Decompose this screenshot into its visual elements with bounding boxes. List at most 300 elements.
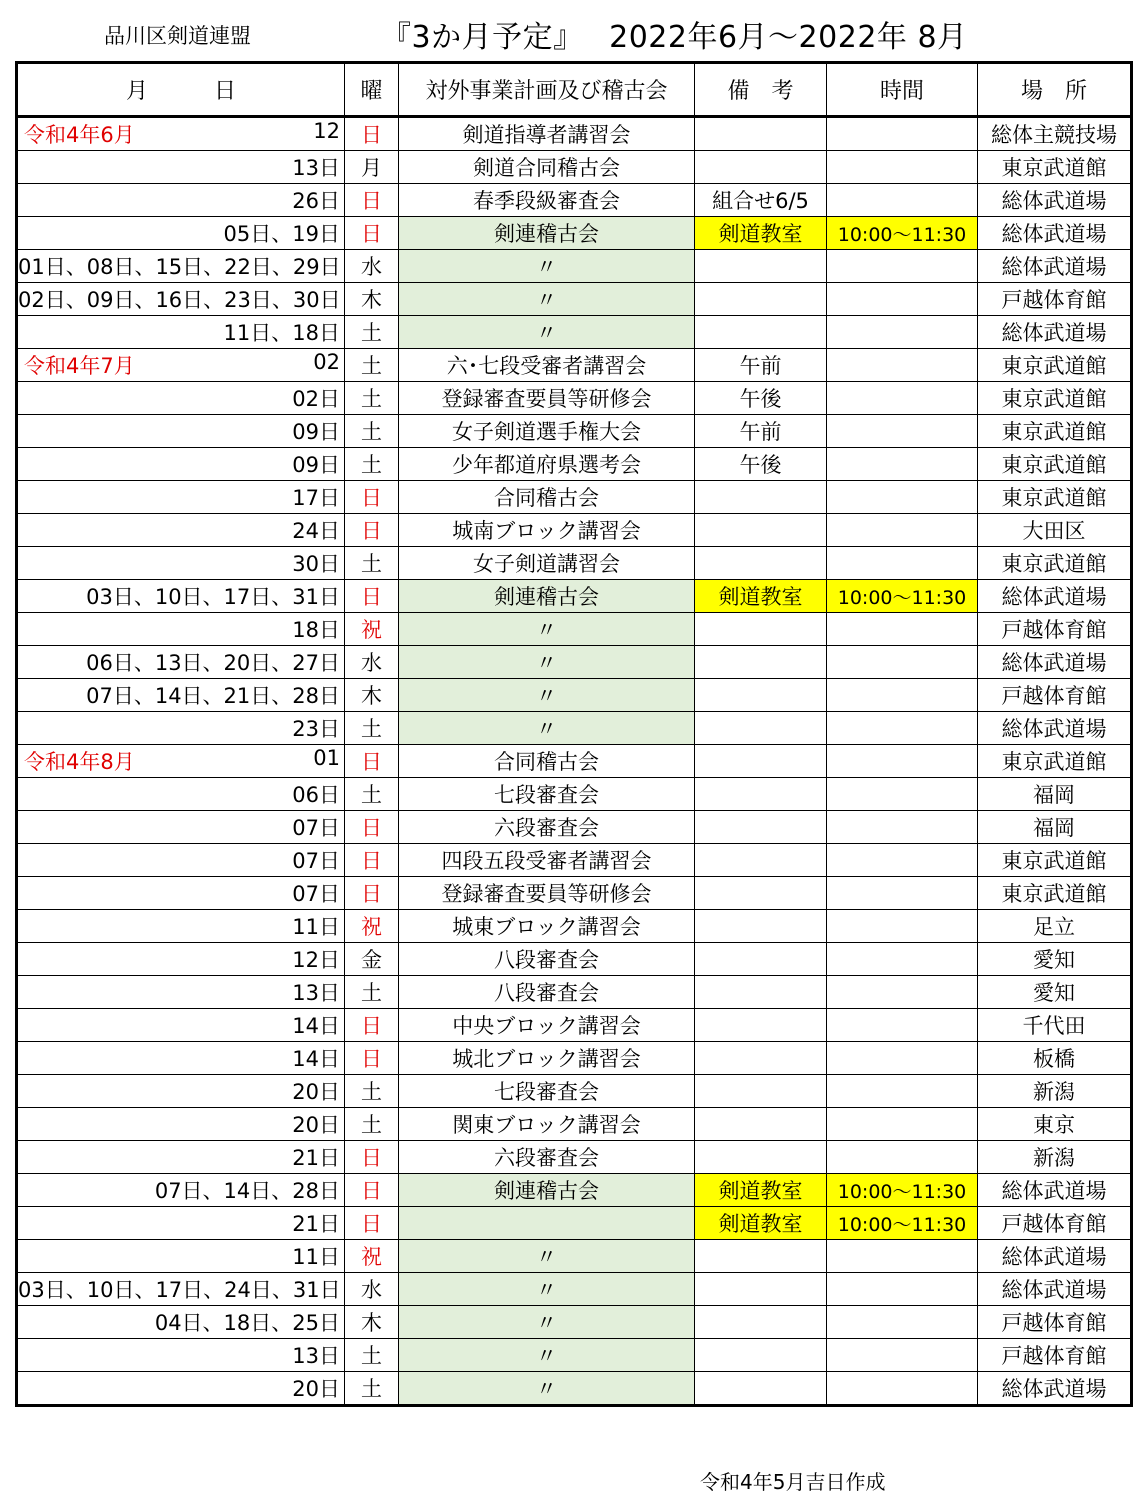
note-cell: 組合せ6/5 — [695, 184, 827, 217]
table-row — [17, 217, 1132, 250]
event-cell: 登録審査要員等研修会 — [399, 382, 695, 415]
place-cell: 福岡 — [978, 811, 1132, 844]
event-cell: 〃 — [399, 646, 695, 679]
date-cell — [17, 745, 345, 778]
table-row — [17, 1240, 1132, 1273]
time-cell — [827, 877, 978, 910]
date-cell — [17, 349, 345, 382]
note-cell — [695, 316, 827, 349]
time-cell — [827, 1273, 978, 1306]
place-cell: 東京武道館 — [978, 382, 1132, 415]
time-cell — [827, 151, 978, 184]
event-cell: 八段審査会 — [399, 943, 695, 976]
weekday-cell: 日 — [345, 217, 399, 250]
table-row — [17, 943, 1132, 976]
note-cell: 剣道教室 — [695, 1174, 827, 1207]
date-cell — [17, 613, 345, 646]
place-cell: 総体武道場 — [978, 217, 1132, 250]
place-cell: 東京武道館 — [978, 448, 1132, 481]
place-cell: 千代田 — [978, 1009, 1132, 1042]
place-cell: 総体武道場 — [978, 712, 1132, 745]
date-cell — [17, 514, 345, 547]
note-cell — [695, 679, 827, 712]
date-value: 11日 — [292, 1245, 340, 1269]
event-cell: 中央ブロック講習会 — [399, 1009, 695, 1042]
time-cell — [827, 382, 978, 415]
date-cell — [17, 547, 345, 580]
date-cell — [17, 1042, 345, 1075]
place-cell: 大田区 — [978, 514, 1132, 547]
date-value: 14日 — [292, 1047, 340, 1071]
event-cell: 女子剣道選手権大会 — [399, 415, 695, 448]
note-cell: 剣道教室 — [695, 217, 827, 250]
weekday-cell: 木 — [345, 283, 399, 316]
place-cell: 総体主競技場 — [978, 117, 1132, 151]
place-cell: 愛知 — [978, 976, 1132, 1009]
table-row — [17, 1075, 1132, 1108]
weekday-cell: 土 — [345, 1372, 399, 1406]
date-cell — [17, 217, 345, 250]
place-cell: 総体武道場 — [978, 1273, 1132, 1306]
time-cell — [827, 184, 978, 217]
date-cell — [17, 1174, 345, 1207]
place-cell: 総体武道場 — [978, 1174, 1132, 1207]
note-cell — [695, 976, 827, 1009]
date-cell — [17, 151, 345, 184]
table-row — [17, 679, 1132, 712]
place-cell: 東京武道館 — [978, 745, 1132, 778]
schedule-table — [15, 61, 1133, 1407]
time-cell — [827, 811, 978, 844]
time-cell: 10:00～11:30 — [827, 580, 978, 613]
note-cell — [695, 745, 827, 778]
time-cell — [827, 1306, 978, 1339]
place-cell: 戸越体育館 — [978, 679, 1132, 712]
time-cell: 10:00～11:30 — [827, 1174, 978, 1207]
date-value: 12日 — [292, 948, 340, 972]
date-value: 06日 — [292, 783, 340, 807]
event-cell: 合同稽古会 — [399, 481, 695, 514]
note-cell — [695, 1009, 827, 1042]
note-cell — [695, 547, 827, 580]
date-cell — [17, 646, 345, 679]
time-cell — [827, 712, 978, 745]
place-cell: 総体武道場 — [978, 316, 1132, 349]
weekday-cell: 日 — [345, 481, 399, 514]
date-value: 07日 — [292, 882, 340, 906]
note-cell — [695, 1339, 827, 1372]
table-row — [17, 1141, 1132, 1174]
date-cell — [17, 844, 345, 877]
column-header-event: 対外事業計画及び稽古会 — [399, 63, 695, 117]
place-cell: 東京武道館 — [978, 151, 1132, 184]
date-value: 13日 — [292, 981, 340, 1005]
month-label: 令和4年8月 — [24, 750, 135, 774]
weekday-cell: 日 — [345, 514, 399, 547]
event-cell: 八段審査会 — [399, 976, 695, 1009]
date-value: 17日 — [292, 486, 340, 510]
date-value: 07日、14日、28日 — [154, 1179, 340, 1203]
column-header-date: 月 日 — [17, 63, 345, 117]
time-cell — [827, 448, 978, 481]
note-cell — [695, 250, 827, 283]
weekday-cell: 祝 — [345, 910, 399, 943]
date-value: 26日 — [292, 189, 340, 213]
weekday-cell: 日 — [345, 580, 399, 613]
note-cell — [695, 646, 827, 679]
date-value: 21日 — [292, 1146, 340, 1170]
date-value: 03日、10日、17日、31日 — [86, 585, 340, 609]
table-row — [17, 1306, 1132, 1339]
time-cell — [827, 117, 978, 151]
weekday-cell: 木 — [345, 1306, 399, 1339]
date-value: 24日 — [292, 519, 340, 543]
weekday-cell: 土 — [345, 547, 399, 580]
date-value: 01 — [313, 746, 340, 770]
date-value: 18日 — [292, 618, 340, 642]
date-cell — [17, 1240, 345, 1273]
table-row — [17, 382, 1132, 415]
note-cell: 午後 — [695, 448, 827, 481]
place-cell: 東京武道館 — [978, 349, 1132, 382]
event-cell: 七段審査会 — [399, 778, 695, 811]
event-cell: 春季段級審査会 — [399, 184, 695, 217]
table-row — [17, 811, 1132, 844]
date-value: 13日 — [292, 156, 340, 180]
date-cell — [17, 1372, 345, 1406]
date-value: 02 — [313, 350, 340, 374]
note-cell — [695, 283, 827, 316]
date-value: 23日 — [292, 717, 340, 741]
table-row — [17, 910, 1132, 943]
document-title: 『3か月予定』 2022年6月～2022年 8月 — [381, 20, 968, 55]
table-row — [17, 250, 1132, 283]
weekday-cell: 月 — [345, 151, 399, 184]
place-cell: 総体武道場 — [978, 250, 1132, 283]
time-cell — [827, 976, 978, 1009]
date-value: 13日 — [292, 1344, 340, 1368]
table-row — [17, 481, 1132, 514]
weekday-cell: 日 — [345, 184, 399, 217]
place-cell: 東京武道館 — [978, 547, 1132, 580]
table-row — [17, 283, 1132, 316]
time-cell — [827, 910, 978, 943]
table-row — [17, 184, 1132, 217]
note-cell — [695, 151, 827, 184]
event-cell: 剣道合同稽古会 — [399, 151, 695, 184]
date-cell — [17, 877, 345, 910]
table-row — [17, 976, 1132, 1009]
date-value: 11日 — [292, 915, 340, 939]
date-cell — [17, 382, 345, 415]
table-row — [17, 1042, 1132, 1075]
date-value: 30日 — [292, 552, 340, 576]
table-row — [17, 514, 1132, 547]
table-row — [17, 151, 1132, 184]
weekday-cell: 日 — [345, 1009, 399, 1042]
date-cell — [17, 976, 345, 1009]
event-cell: 六段審査会 — [399, 811, 695, 844]
place-cell: 足立 — [978, 910, 1132, 943]
date-value: 05日、19日 — [223, 222, 340, 246]
event-cell: 関東ブロック講習会 — [399, 1108, 695, 1141]
note-cell — [695, 117, 827, 151]
date-cell — [17, 1207, 345, 1240]
weekday-cell: 木 — [345, 679, 399, 712]
date-value: 12 — [313, 119, 340, 143]
place-cell: 新潟 — [978, 1141, 1132, 1174]
weekday-cell: 土 — [345, 1108, 399, 1141]
organization-name: 品川区剣道連盟 — [104, 24, 251, 48]
date-cell — [17, 778, 345, 811]
table-row — [17, 844, 1132, 877]
date-cell — [17, 943, 345, 976]
note-cell — [695, 514, 827, 547]
weekday-cell: 日 — [345, 117, 399, 151]
note-cell: 午後 — [695, 382, 827, 415]
date-cell — [17, 1273, 345, 1306]
time-cell — [827, 1075, 978, 1108]
header-row — [17, 63, 1132, 117]
table-row — [17, 745, 1132, 778]
place-cell: 戸越体育館 — [978, 1207, 1132, 1240]
place-cell: 総体武道場 — [978, 646, 1132, 679]
column-header-place: 場 所 — [978, 63, 1132, 117]
table-row — [17, 448, 1132, 481]
note-cell: 午前 — [695, 415, 827, 448]
event-cell: 〃 — [399, 1372, 695, 1406]
weekday-cell: 日 — [345, 811, 399, 844]
time-cell — [827, 844, 978, 877]
time-cell — [827, 1240, 978, 1273]
date-value: 02日 — [292, 387, 340, 411]
date-cell — [17, 117, 345, 151]
weekday-cell: 土 — [345, 1339, 399, 1372]
date-value: 20日 — [292, 1113, 340, 1137]
time-cell — [827, 1042, 978, 1075]
place-cell: 戸越体育館 — [978, 1306, 1132, 1339]
note-cell — [695, 613, 827, 646]
time-cell: 10:00～11:30 — [827, 217, 978, 250]
event-cell: 剣連稽古会 — [399, 580, 695, 613]
date-cell — [17, 1009, 345, 1042]
date-value: 14日 — [292, 1014, 340, 1038]
date-value: 21日 — [292, 1212, 340, 1236]
date-cell — [17, 910, 345, 943]
weekday-cell: 日 — [345, 844, 399, 877]
date-cell — [17, 712, 345, 745]
date-cell — [17, 580, 345, 613]
weekday-cell: 日 — [345, 745, 399, 778]
date-cell — [17, 415, 345, 448]
event-cell — [399, 1207, 695, 1240]
place-cell: 総体武道場 — [978, 1240, 1132, 1273]
weekday-cell: 祝 — [345, 1240, 399, 1273]
date-cell — [17, 679, 345, 712]
date-value: 09日 — [292, 453, 340, 477]
date-cell — [17, 1141, 345, 1174]
weekday-cell: 祝 — [345, 613, 399, 646]
table-row — [17, 117, 1132, 151]
weekday-cell: 金 — [345, 943, 399, 976]
note-cell — [695, 1141, 827, 1174]
table-row — [17, 1372, 1132, 1406]
time-cell — [827, 1372, 978, 1406]
note-cell — [695, 811, 827, 844]
note-cell — [695, 1108, 827, 1141]
note-cell: 剣道教室 — [695, 580, 827, 613]
event-cell: 〃 — [399, 316, 695, 349]
note-cell — [695, 712, 827, 745]
table-row — [17, 316, 1132, 349]
time-cell — [827, 514, 978, 547]
date-cell — [17, 283, 345, 316]
note-cell — [695, 1042, 827, 1075]
time-cell — [827, 283, 978, 316]
event-cell: 〃 — [399, 1306, 695, 1339]
date-cell — [17, 481, 345, 514]
time-cell — [827, 646, 978, 679]
weekday-cell: 日 — [345, 1207, 399, 1240]
date-cell — [17, 811, 345, 844]
time-cell — [827, 316, 978, 349]
table-row — [17, 415, 1132, 448]
note-cell: 午前 — [695, 349, 827, 382]
place-cell: 総体武道場 — [978, 1372, 1132, 1406]
event-cell: 剣道指導者講習会 — [399, 117, 695, 151]
date-cell — [17, 1306, 345, 1339]
event-cell: 六･七段受審者講習会 — [399, 349, 695, 382]
table-row — [17, 646, 1132, 679]
date-cell — [17, 1108, 345, 1141]
place-cell: 戸越体育館 — [978, 613, 1132, 646]
weekday-cell: 土 — [345, 976, 399, 1009]
event-cell: 剣連稽古会 — [399, 1174, 695, 1207]
event-cell: 〃 — [399, 679, 695, 712]
table-row — [17, 1009, 1132, 1042]
date-value: 09日 — [292, 420, 340, 444]
event-cell: 六段審査会 — [399, 1141, 695, 1174]
time-cell — [827, 679, 978, 712]
event-cell: 女子剣道講習会 — [399, 547, 695, 580]
column-header-time: 時間 — [827, 63, 978, 117]
table-row — [17, 712, 1132, 745]
table-row — [17, 1174, 1132, 1207]
time-cell — [827, 415, 978, 448]
month-label: 令和4年7月 — [24, 354, 135, 378]
note-cell — [695, 1273, 827, 1306]
column-header-note: 備 考 — [695, 63, 827, 117]
table-row — [17, 1273, 1132, 1306]
time-cell — [827, 745, 978, 778]
weekday-cell: 日 — [345, 1042, 399, 1075]
date-value: 11日、18日 — [223, 321, 340, 345]
weekday-cell: 土 — [345, 712, 399, 745]
created-date: 令和4年5月吉日作成 — [700, 1470, 886, 1494]
time-cell — [827, 481, 978, 514]
date-cell — [17, 250, 345, 283]
column-header-weekday: 曜 — [345, 63, 399, 117]
note-cell — [695, 910, 827, 943]
note-cell — [695, 1372, 827, 1406]
note-cell — [695, 877, 827, 910]
weekday-cell: 土 — [345, 448, 399, 481]
place-cell: 総体武道場 — [978, 184, 1132, 217]
time-cell — [827, 1141, 978, 1174]
event-cell: 城南ブロック講習会 — [399, 514, 695, 547]
place-cell: 総体武道場 — [978, 580, 1132, 613]
event-cell: 合同稽古会 — [399, 745, 695, 778]
month-label: 令和4年6月 — [24, 123, 135, 147]
weekday-cell: 土 — [345, 382, 399, 415]
event-cell: 〃 — [399, 1273, 695, 1306]
place-cell: 東京 — [978, 1108, 1132, 1141]
weekday-cell: 水 — [345, 250, 399, 283]
weekday-cell: 土 — [345, 778, 399, 811]
place-cell: 新潟 — [978, 1075, 1132, 1108]
weekday-cell: 土 — [345, 349, 399, 382]
event-cell: 〃 — [399, 1240, 695, 1273]
date-value: 02日、09日、16日、23日、30日 — [18, 288, 341, 312]
date-value: 03日、10日、17日、24日、31日 — [18, 1278, 341, 1302]
weekday-cell: 日 — [345, 1141, 399, 1174]
date-cell — [17, 448, 345, 481]
note-cell — [695, 943, 827, 976]
table-row — [17, 1207, 1132, 1240]
table-row — [17, 349, 1132, 382]
event-cell: 〃 — [399, 250, 695, 283]
note-cell — [695, 1306, 827, 1339]
table-row — [17, 547, 1132, 580]
place-cell: 福岡 — [978, 778, 1132, 811]
event-cell: 〃 — [399, 1339, 695, 1372]
event-cell: 四段五段受審者講習会 — [399, 844, 695, 877]
date-value: 20日 — [292, 1377, 340, 1401]
place-cell: 戸越体育館 — [978, 283, 1132, 316]
event-cell: 少年都道府県選考会 — [399, 448, 695, 481]
time-cell — [827, 547, 978, 580]
note-cell — [695, 1075, 827, 1108]
date-value: 07日、14日、21日、28日 — [86, 684, 340, 708]
time-cell — [827, 349, 978, 382]
time-cell — [827, 943, 978, 976]
note-cell — [695, 481, 827, 514]
time-cell — [827, 1108, 978, 1141]
date-value: 06日、13日、20日、27日 — [86, 651, 340, 675]
date-value: 07日 — [292, 816, 340, 840]
event-cell: 登録審査要員等研修会 — [399, 877, 695, 910]
place-cell: 板橋 — [978, 1042, 1132, 1075]
place-cell: 戸越体育館 — [978, 1339, 1132, 1372]
weekday-cell: 土 — [345, 415, 399, 448]
weekday-cell: 水 — [345, 646, 399, 679]
place-cell: 愛知 — [978, 943, 1132, 976]
date-value: 07日 — [292, 849, 340, 873]
date-value: 04日、18日、25日 — [154, 1311, 340, 1335]
note-cell — [695, 1240, 827, 1273]
event-cell: 剣連稽古会 — [399, 217, 695, 250]
event-cell: 〃 — [399, 283, 695, 316]
time-cell: 10:00～11:30 — [827, 1207, 978, 1240]
date-value: 20日 — [292, 1080, 340, 1104]
weekday-cell: 水 — [345, 1273, 399, 1306]
table-row — [17, 877, 1132, 910]
date-cell — [17, 1075, 345, 1108]
note-cell: 剣道教室 — [695, 1207, 827, 1240]
table-row — [17, 613, 1132, 646]
time-cell — [827, 250, 978, 283]
time-cell — [827, 1339, 978, 1372]
